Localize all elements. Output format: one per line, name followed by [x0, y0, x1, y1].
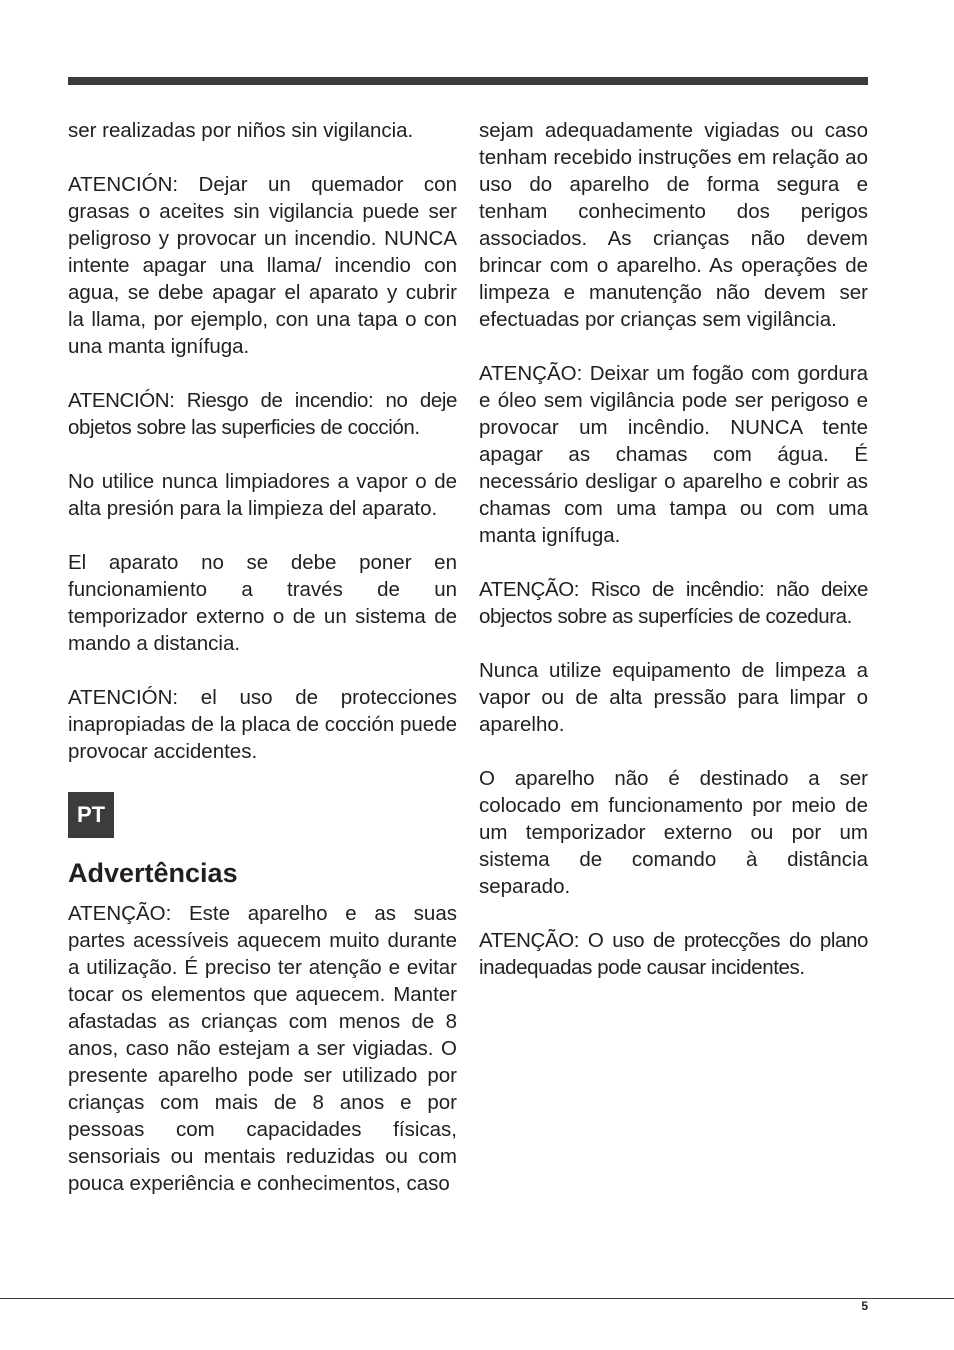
paragraph-es-2: ATENCIÓN: Dejar un quemador con grasas o aceites sin vigilancia puede ser peligroso y provocar un incendio. NUNCA intente apagar una llama/ incendio con agua, se debe apagar el aparato y cubrir la llama, por ejemplo, con una tapa o con una manta ignífuga.: [68, 173, 457, 358]
paragraph-es-3: ATENCIÓN: Riesgo de incendio: no deje objetos sobre las superficies de cocción.: [68, 389, 457, 439]
right-column: [479, 117, 868, 1008]
paragraph-pt-5: Nunca utilize equipamento de limpeza a vapor ou de alta pressão para limpar o aparelho.: [479, 659, 868, 736]
footer-rule: [0, 1298, 954, 1299]
paragraph-es-6: ATENCIÓN: el uso de protecciones inapropiadas de la placa de cocción puede provocar accidentes.: [68, 686, 457, 763]
paragraph-pt-4: ATENÇÃO: Risco de incêndio: não deixe objectos sobre as superfícies de cozedura.: [479, 578, 868, 628]
section-title: Advertências: [68, 858, 238, 888]
left-column: [68, 117, 457, 1224]
paragraph-pt-3: ATENÇÃO: Deixar um fogão com gordura e óleo sem vigilância pode ser perigoso e provocar um incêndio. NUNCA tente apagar as chamas com água. É necessário desligar o aparelho e cobrir as chamas com uma tampa ou com uma manta ignífuga.: [479, 362, 868, 547]
paragraph-es-5: El aparato no se debe poner en funcionamiento a través de un temporizador externo o de un sistema de mando a distancia.: [68, 551, 457, 655]
language-badge: PT: [68, 792, 114, 838]
page-number: 5: [861, 1299, 868, 1313]
paragraph-pt-1: ATENÇÃO: Este aparelho e as suas partes acessíveis aquecem muito durante a utilização. É preciso ter atenção e evitar tocar os elementos que aquecem. Manter afastadas as crianças com menos de 8 anos, caso não estejam a ser vigiadas. O presente aparelho pode ser utilizado por crianças com mais de 8 anos e por pessoas com capacidades físicas, sensoriais ou mentais reduzidas ou com pouca experiência e conhecimentos, caso: [68, 902, 457, 1195]
paragraph-pt-7: ATENÇÃO: O uso de protecções do plano inadequadas pode causar incidentes.: [479, 929, 868, 979]
paragraph-pt-6: O aparelho não é destinado a ser colocado em funcionamento por meio de um temporizador externo ou por um sistema de comando à distância separado.: [479, 767, 868, 898]
paragraph-es-4: No utilice nunca limpiadores a vapor o de alta presión para la limpieza del aparato.: [68, 470, 457, 520]
header-rule: [68, 77, 868, 85]
paragraph-pt-2: sejam adequadamente vigiadas ou caso tenham recebido instruções em relação ao uso do aparelho de forma segura e tenham conhecimento dos perigos associados. As crianças não devem brincar com o aparelho. As operações de limpeza e manutenção não devem ser efectuadas por crianças sem vigilância.: [479, 119, 868, 331]
paragraph-es-1: ser realizadas por niños sin vigilancia.: [68, 119, 414, 142]
